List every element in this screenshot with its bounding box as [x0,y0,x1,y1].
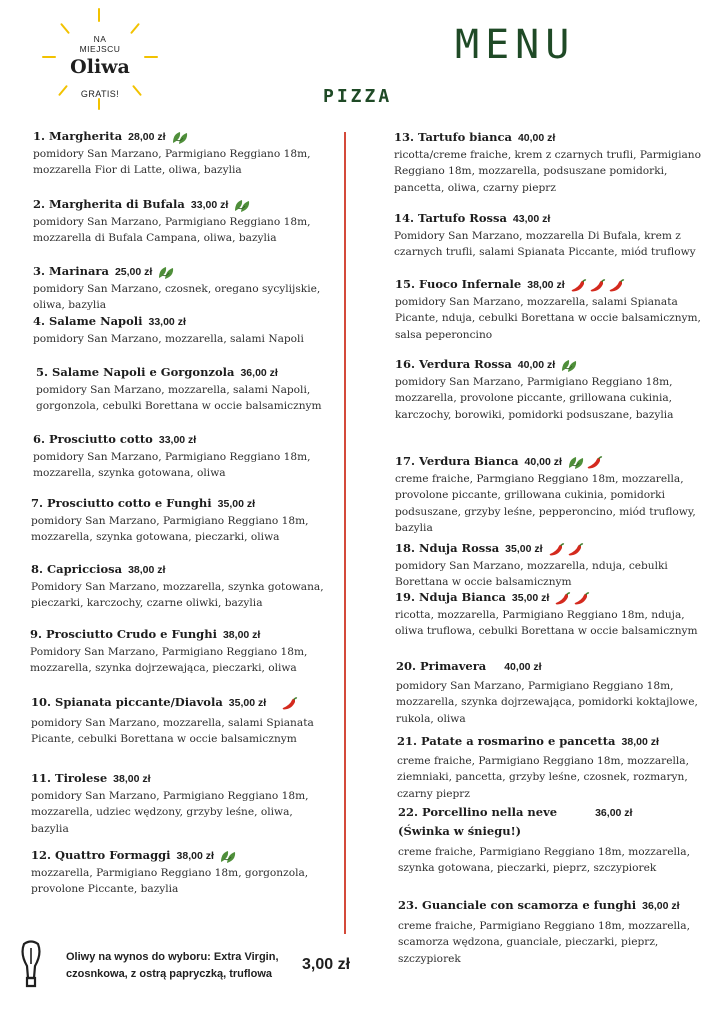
chili-icon [607,278,626,292]
menu-item: 17. Verdura Bianca 40,00 zł creme fraiche, Parmgiano Reggiano 18m, mozzarella, provolone piccante, grillowana cukinia, pomidorki podsuszane, grzyby leśne, pepperoncino, miód truflowy, bazylia [395,454,696,535]
menu-item: 16. Verdura Rossa 40,00 zł pomidory San Marzano, Parmigiano Reggiano 18m, mozzarella, provolone piccante, grillowana cukinia, karczochy, borowiki, pomidorki podsuszane, bazylia [395,357,674,421]
chili-icon [569,278,588,292]
menu-item: 23. Guanciale con scamorza e funghi 36,00 zł creme fraiche, Parmigiano Reggiano 18m, mozzarella, scamorza wędzona, guanciale, pieczarki, pieprz, szczypiorek [398,898,690,965]
section-title: PIZZA [323,86,393,107]
menu-item: 2. Margherita di Bufala 33,00 zł pomidory San Marzano, Parmigiano Reggiano 18m, mozzarella di Bufala Campana, oliwa, bazylia [33,197,311,245]
badge-gratis: GRATIS! [80,89,120,99]
footer-oil-text: Oliwy na wynos do wyboru: Extra Virgin, czosnkowa, z ostrą papryczką, truflowa [66,951,279,980]
chili-icon [588,278,607,292]
column-divider [344,132,346,934]
basil-icon [156,265,175,279]
chili-icon [553,591,572,605]
oil-bottle-icon [16,940,46,990]
menu-item: 1. Margherita 28,00 zł pomidory San Marzano, Parmigiano Reggiano 18m, mozzarella Fior di Latte, oliwa, bazylia [33,129,311,177]
menu-item: 14. Tartufo Rossa 43,00 zł Pomidory San Marzano, mozzarella Di Bufala, krem z czarnych trufli, salami Spianata Piccante, miód truflowy [394,211,696,259]
menu-item: 11. Tirolese 38,00 zł pomidory San Marzano, Parmigiano Reggiano 18m, mozzarella, udziec wędzony, grzyby leśne, oliwa, bazylia [31,771,309,835]
menu-item: 6. Prosciutto cotto 33,00 zł pomidory San Marzano, Parmigiano Reggiano 18m, mozzarella, szynka gotowana, oliwa [33,432,311,480]
footer-oil-price: 3,00 zł [302,956,351,973]
menu-title: MENU [455,22,576,68]
menu-item: 10. Spianata piccante/Diavola 35,00 zł pomidory San Marzano, mozzarella, salami Spianata Picante, cebulki Borettana w occie balsamicznym [31,695,314,746]
menu-item: 19. Nduja Bianca 35,00 zł ricotta, mozzarella, Parmigiano Reggiano 18m, nduja, oliwa truflowa, cebulki Borettana w occie balsamicznym [395,590,698,638]
menu-item: 5. Salame Napoli e Gorgonzola 36,00 zł pomidory San Marzano, mozzarella, salami Napoli, gorgonzola, cebulki Borettana w occie balsamicznym [36,365,322,413]
menu-item: 22. Porcellino nella neve 36,00 zł (Świnka w śniegu!) creme fraiche, Parmigiano Reggiano 18m, mozzarella, szynka gotowana, pieczarki, pieprz, szczypiorek [398,805,690,875]
menu-item: 13. Tartufo bianca 40,00 zł ricotta/creme fraiche, krem z czarnych trufli, Parmigiano Reggiano 18m, mozzarella, podsuszane pomidorki, pancetta, oliwa, czarny pieprz [394,130,701,194]
chili-icon [566,542,585,556]
chili-icon [547,542,566,556]
badge-brand: Oliwa [70,56,130,78]
chili-icon [585,455,604,469]
menu-item: 7. Prosciutto cotto e Funghi 35,00 zł pomidory San Marzano, Parmigiano Reggiano 18m, mozzarella, szynka gotowana, pieczarki, oliwa [31,496,309,544]
oliwa-gratis-badge [38,6,162,110]
menu-item: 8. Capricciosa 38,00 zł Pomidory San Marzano, mozzarella, szynka gotowana, pieczarki, karczochy, czarne oliwki, bazylia [31,562,324,610]
basil-icon [170,130,189,144]
menu-item: 4. Salame Napoli 33,00 zł pomidory San Marzano, mozzarella, salami Napoli [33,314,304,345]
menu-item: 21. Patate a rosmarino e pancetta 38,00 zł creme fraiche, Parmigiano Reggiano 18m, mozzarella, ziemniaki, pancetta, grzyby leśne, czosnek, rozmaryn, czarny pieprz [397,734,689,800]
menu-item: 15. Fuoco Infernale 38,00 zł pomidory San Marzano, mozzarella, salami Spianata Picante, nduja, cebulki Borettana w occie balsamicznym, salsa peperoncino [395,277,701,341]
menu-item: 9. Prosciutto Crudo e Funghi 38,00 zł Pomidory San Marzano, Parmigiano Reggiano 18m, mozzarella, szynka dojrzewająca, pieczarki, oliwa [30,627,308,675]
chili-icon [572,591,591,605]
menu-item: 20. Primavera 40,00 zł pomidory San Marzano, Parmigiano Reggiano 18m, mozzarella, szynka dojrzewająca, pomidorki koktajlowe, rukola, oliwa [396,659,698,725]
menu-item: 3. Marinara 25,00 zł pomidory San Marzano, czosnek, oregano sycylijskie, oliwa, bazylia [33,264,321,312]
badge-top-text: NA MIEJSCU [79,34,121,54]
basil-icon [232,198,251,212]
basil-icon [566,455,585,469]
chili-icon [280,696,299,710]
menu-item: 18. Nduja Rossa 35,00 zł pomidory San Marzano, mozzarella, nduja, cebulki Borettana w occie balsamicznym [395,541,668,589]
basil-icon [218,849,237,863]
basil-icon [559,358,578,372]
menu-item: 12. Quattro Formaggi 38,00 zł mozzarella, Parmigiano Reggiano 18m, gorgonzola, provolone Piccante, bazylia [31,848,309,896]
